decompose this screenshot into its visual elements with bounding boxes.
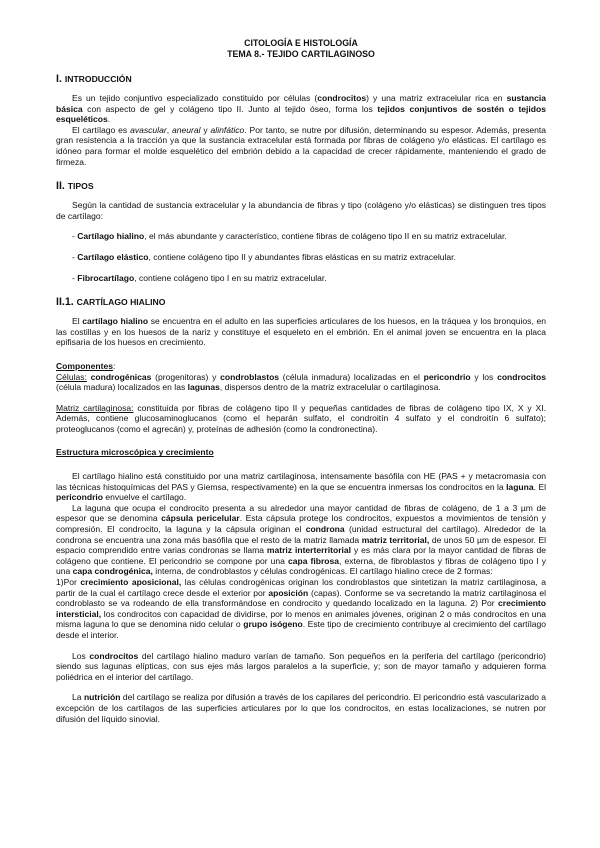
subheading-text: Estructura microscópica y crecimiento (56, 447, 214, 458)
section-number: II.1. (56, 296, 74, 309)
bold-term: condrocitos (497, 371, 546, 382)
text-run: y (200, 124, 211, 135)
text-run: , externa, de fibroblastos y fibras de colágeno tipo I y una (56, 555, 546, 577)
bold-term: capa fibrosa (287, 555, 340, 566)
paragraph (56, 471, 546, 503)
bold-term: Cartílago hialino (77, 231, 145, 242)
section-number: II. (56, 180, 65, 193)
text-run: . Esta cápsula protege los condrocitos, expuestos a movimientos de tensión y compresión. El condrocito, la laguna y la cápsula originan el (56, 513, 546, 535)
text-run: se encuentra en el adulto en las superficies articulares de los huesos, en la tráquea y los bronquios, en las costillas y en los huesos de la nariz y constituye el esqueleto en el embrión. En el animal joven se encuentra en la placa epifisaria de los huesos en crecimiento. (56, 316, 546, 348)
bold-term: Cartílago elástico (77, 251, 149, 262)
section-title: TIPOS (67, 181, 94, 192)
dash: - (72, 272, 78, 283)
text-run: y los (470, 371, 498, 382)
italic-term: aneural (171, 124, 201, 135)
text-run: , dispersos dentro de la matriz extracelular o cartilaginosa. (219, 382, 441, 393)
underlined-label: Matriz cartilaginosa: (56, 402, 134, 413)
paragraph (56, 125, 546, 167)
italic-term: alinfático (210, 124, 245, 135)
paragraph (56, 651, 546, 683)
bold-term: crecimiento aposicional, (80, 577, 182, 587)
bold-term: matriz interterritorial (266, 545, 352, 556)
text-run: (célula inmadura) localizadas en el (279, 371, 424, 382)
topic-title: TEMA 8.- TEJIDO CARTILAGINOSO (227, 49, 375, 59)
section-heading-hialino (56, 296, 546, 308)
text-run: (célula madura) localizados en las (56, 382, 188, 393)
text-run: La laguna que ocupa el condrocito presenta a su alrededor una mayor cantidad de fibras de colágeno, de 1 a 3 µm de espesor que se denomina (56, 502, 546, 524)
bold-term: condrocitos (317, 93, 367, 103)
bold-term: crecimiento intersticial, (56, 598, 546, 619)
bold-term: capa condrogénica, (72, 566, 153, 577)
bold-term: lagunas (187, 382, 220, 393)
text-run: del cartílago hialino maduro varían de tamaño. Son pequeños en la periferia del cartílago (pericondrio) siendo sus lagunas elípticas, con sus ejes más largos paralelos a la superficie, y; son de mayor tamaño y adquieren forma poliédrica en el interior del cartílago. (56, 650, 547, 682)
dash: - (72, 251, 78, 262)
bold-term: cápsula pericelular (161, 513, 240, 524)
underlined-label: Células: (56, 371, 87, 382)
text-run: constituida por fibras de colágeno tipo II y pequeñas cantidades de fibras de colágeno tipo IX, X y XI. Además, contiene glucosaminoglucanos (como el heparán sulfato, el condroitín 4 sulfato y el condroitín 6 sulfato); proteoglucanos (como el agrecán) y, proteínas de adhesión (como la condronectina). (56, 402, 546, 434)
bold-term: condrona (305, 524, 345, 535)
text-run: (progenitoras) y (151, 371, 221, 382)
text-run: . Este tipo de crecimiento contribuye al crecimiento del cartílago desde el interior. (56, 619, 546, 640)
section-title: INTRODUCCIÓN (64, 74, 132, 84)
list-item (56, 252, 546, 263)
text-run: interna, de condroblastos y células condrogénicas. El cartílago hialino crece de 2 formas: (152, 566, 493, 577)
section-number: I. (56, 73, 62, 85)
subheading-componentes (56, 361, 546, 372)
text-run: , (166, 124, 172, 135)
text-run: . El (533, 481, 546, 492)
course-title: CITOLOGÍA E HISTOLOGÍA (244, 38, 358, 48)
list-item (56, 273, 546, 284)
text-run: , contiene colágeno tipo II y abundantes fibras elásticas en su matriz extracelular. (148, 251, 456, 262)
text-run: . Por tanto, se nutre por difusión, determinando su espesor. Además, presenta gran resistencia a la tracción ya que la sustancia extracelular está formada por fibras de colágeno y/o elásticas. El cartílago es idóneo para formar el molde esquelético del embrión debido a la capacidad de crecer rápidamente, manteniendo el grado de firmeza. (56, 124, 546, 167)
section-heading-introduccion (56, 73, 546, 85)
text-run: Los (72, 650, 90, 661)
paragraph (56, 316, 546, 348)
text-run: (capas). Conforme se va secretando la matriz cartilaginosa el condroblasto se va rodeando de ella transformándose en condrocito y quedando localizado en la laguna. 2) Por (56, 587, 547, 609)
section-heading-tipos (56, 180, 546, 192)
colon: : (112, 360, 116, 371)
text-run: La (72, 692, 84, 703)
text-run: envuelve el cartílago. (103, 492, 187, 503)
bold-term: matriz territorial, (361, 534, 430, 545)
bold-term: condrogénicas (90, 371, 152, 382)
list-item (56, 231, 546, 242)
bold-term: nutrición (83, 692, 121, 703)
bold-term: tejidos conjuntivos de sostén o tejidos esqueléticos (56, 103, 546, 125)
paragraph (56, 503, 546, 577)
text-run: El cartílago es (72, 124, 131, 135)
subheading-text: Componentes (56, 360, 113, 371)
text-run: ) y una matriz extracelular rica en (366, 93, 507, 103)
text-run: de unos 50 µm de espesor. El espacio comprendido entre varias condronas se llama (56, 534, 546, 556)
bold-term: condrocitos (89, 650, 139, 661)
text-run: los condrocitos con capacidad de dividirse, por lo menos en animales jóvenes, originan 2 o más condrocitos en una misma laguna lo que se denomina nido celular o (56, 608, 546, 630)
text-run: (unidad estructural del cartílago). Alrededor de la condrona se encuentra una zona más basófila que el resto de la matriz llamada (56, 524, 546, 545)
text-run: El (72, 316, 83, 327)
dash: - (72, 231, 78, 242)
bold-term: Fibrocartílago (77, 272, 135, 283)
bold-term: laguna (506, 481, 534, 492)
bold-term: sustancia básica (56, 93, 546, 114)
paragraph (56, 93, 546, 125)
paragraph-matriz (56, 403, 546, 435)
text-run: , el más abundante y característico, contiene fibras de colágeno tipo II en su matriz extracelular. (144, 231, 507, 242)
paragraph (56, 692, 546, 724)
bold-term: cartílago hialino (82, 316, 149, 327)
text-run: y es más clara por la mayor cantidad de fibras de colágeno que contiene. El pericondrio se compone por una (56, 545, 546, 566)
text-run: El cartílago hialino está constituido por una matriz cartilaginosa, intensamente basófila con HE (PAS + y metacromasia con las técnicas histoquímicas del PAS y Giemsa, respectivamente) en la que se encuentra inmersas los condrocitos en la (56, 471, 546, 492)
paragraph: Según la cantidad de sustancia extracelular y la abundancia de fibras y tipo (colágeno y/o elásticas) se distinguen tres tipos de cartílago: (56, 200, 546, 221)
subheading-estructura (56, 447, 546, 458)
italic-term: avascular (130, 124, 167, 135)
text-run: las células condrogénicas originan los condroblastos que sintetizan la matriz cartilaginosa, a partir de la cual el cartílago crece desde el exterior por (56, 577, 546, 598)
paragraph (56, 577, 546, 641)
text-run: 1)Por (56, 577, 81, 587)
bold-term: pericondrio (423, 371, 471, 382)
text-run: con aspecto de gel y colágeno tipo II. Junto al tejido óseo, forma los (82, 103, 378, 114)
bold-term: grupo isógeno (243, 619, 303, 630)
bold-term: condroblastos (220, 371, 280, 382)
paragraph-celulas (56, 372, 546, 393)
bold-term: pericondrio (56, 492, 104, 503)
text-run: , contiene colágeno tipo I en su matriz extracelular. (134, 272, 327, 283)
text-run: . (107, 114, 111, 125)
text-run: del cartílago se realiza por difusión a través de los capilares del pericondrio. El pericondrio está vascularizado a excepción de los cartílagos de las superficies articulares por lo que los condrocitos, en estas localizaciones, se nutren por difusión del líquido sinovial. (56, 692, 546, 724)
section-title: CARTÍLAGO HIALINO (76, 297, 166, 308)
text-run: Es un tejido conjuntivo especializado constituido por células ( (72, 93, 318, 103)
bold-term: aposición (268, 587, 309, 598)
